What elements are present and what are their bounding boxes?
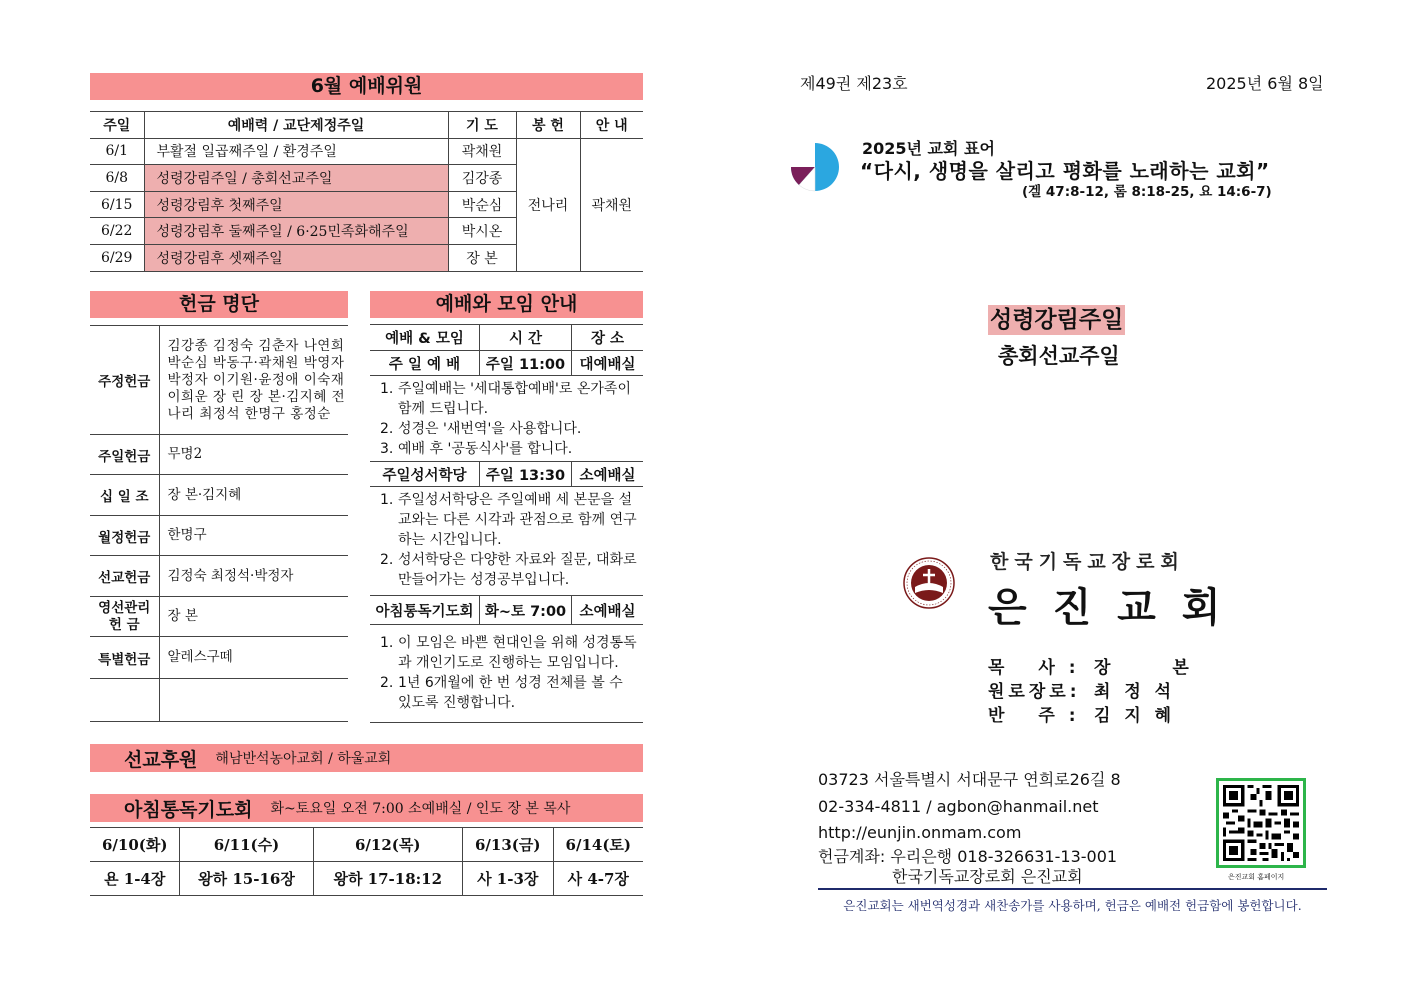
account-line: [818, 847, 1121, 867]
issue-date: 2025년 6월 8일: [1206, 74, 1324, 93]
table-row: [90, 597, 348, 637]
motto-text: “다시, 생명을 살리고 평화를 노래하는 교회”: [860, 159, 1270, 183]
guide-section-name: 주 일 예 배: [370, 351, 480, 375]
morning-title: 아침통독기도회: [124, 798, 253, 821]
offering-key: 주일헌금: [90, 435, 159, 475]
table-row: [90, 862, 643, 896]
offering-empty: [159, 679, 348, 722]
church-name: 은 진 교 회: [988, 585, 1227, 631]
offering-value: 장 본·김지혜: [159, 475, 348, 516]
guide-header-time: 시 간: [480, 325, 572, 350]
guide-section-place: 소예배실: [579, 467, 636, 484]
guide-section-time: 주일 13:30: [480, 462, 572, 486]
guide-note: 1년 6개월에 한 번 성경 전체를 볼 수 있도록 진행합니다.: [398, 675, 623, 711]
header-guide: 안 내: [580, 112, 643, 139]
guide-note: 성경은 '새번역'을 사용합니다.: [398, 421, 582, 437]
staff-role: 원로장로:: [988, 682, 1081, 702]
contact-block: [818, 767, 1121, 887]
staff-name: 장 본: [1094, 658, 1217, 678]
table-row: [90, 516, 348, 556]
qr-code-icon: [1223, 785, 1299, 861]
guide-note: 예배 후 '공동식사'를 합니다.: [398, 441, 573, 457]
guide-section-time: 화~토 7:00: [480, 596, 572, 624]
header-offering: 봉 헌: [516, 112, 580, 139]
table-row: [90, 556, 348, 597]
guide-section-row: [370, 461, 643, 487]
morning-reading: 사 1-3장: [462, 862, 553, 896]
guide-section-name: 주일성서학당: [370, 462, 480, 486]
morning-reading: 욘 1-4장: [90, 862, 180, 896]
row-liturgy: 성령강림후 둘째주일 / 6·25민족화해주일: [144, 218, 448, 245]
offering-title: 헌금 명단: [90, 291, 348, 318]
row-liturgy: 성령강림후 첫째주일: [144, 191, 448, 218]
offering-empty: [90, 679, 159, 722]
motto-reference: (겔 47:8-12, 롬 8:18-25, 요 14:6-7): [1022, 184, 1272, 200]
qr-code[interactable]: [1216, 778, 1306, 868]
row-date: 6/8: [90, 165, 144, 192]
offering-value: 장 본: [159, 597, 348, 637]
motto-logo-icon: [790, 142, 840, 192]
row-prayer: 장 본: [448, 244, 516, 271]
guide-header-name: 예배 & 모임: [370, 325, 480, 350]
row-date: 6/22: [90, 218, 144, 245]
mission-title: 선교후원: [124, 748, 198, 771]
header-liturgy: 예배력 / 교단제정주일: [144, 112, 448, 139]
volume-number: 제49권 제23호: [800, 74, 908, 93]
morning-reading: 사 4-7장: [553, 862, 643, 896]
guide-header-row: [370, 324, 643, 350]
worship-committee-table: [90, 111, 643, 272]
morning-day: 6/11(수): [180, 828, 313, 862]
website-link[interactable]: http://eunjin.onmam.com: [818, 823, 1022, 842]
morning-day: 6/14(토): [553, 828, 643, 862]
offering-key: 십 일 조: [90, 475, 159, 516]
mission-text: 해남반석농아교회 / 하울교회: [215, 751, 392, 767]
account-holder: 한국기독교장로회 은진교회: [892, 866, 1083, 886]
table-row: [90, 138, 643, 165]
account-number: 우리은행 018-326631-13-001: [890, 846, 1118, 866]
guide-person: 곽채원: [580, 138, 643, 271]
morning-reading: 왕하 15-16장: [180, 862, 313, 896]
row-liturgy: 부활절 일곱째주일 / 환경주일: [144, 138, 448, 165]
guide-section-name: 아침통독기도회: [370, 596, 480, 624]
table-row: [90, 326, 348, 435]
guide-notes: 1. 주일성서학당은 주일예배 세 본문을 설교와는 다른 시각과 관점으로 함께 연구하는 시간입니다. 2. 성서학당은 다양한 자료와 질문, 대화로 만들어가는 성경공부입니다.: [380, 492, 637, 588]
footer-note: 은진교회는 새번역성경과 새찬송가를 사용하며, 헌금은 예배전 헌금함에 봉헌합니다.: [843, 898, 1302, 913]
morning-text: 화~토요일 오전 7:00 소예배실 / 인도 장 본 목사: [270, 801, 571, 817]
guide-note: 주일성서학당은 주일예배 세 본문을 설교와는 다른 시각과 관점으로 함께 연구하는 시간입니다.: [398, 492, 637, 548]
motto-label: 2025년 교회 표어: [862, 139, 995, 158]
phone-email: 02-334-4811 / agbon@hanmail.net: [818, 796, 1099, 816]
address: 03723 서울특별시 서대문구 연희로26길 8: [818, 770, 1121, 789]
staff-role: 목 사:: [988, 658, 1090, 678]
staff-role: 반 주:: [988, 706, 1090, 726]
row-date: 6/29: [90, 244, 144, 271]
guide-notes: 1. 이 모임은 바쁜 현대인을 위해 성경통독과 개인기도로 진행하는 모임입니다. 2. 1년 6개월에 한 번 성경 전체를 볼 수 있도록 진행합니다.: [370, 625, 643, 723]
row-prayer: 김강종: [448, 165, 516, 192]
sunday-title: 성령강림주일: [990, 307, 1124, 333]
guide-note: 주일예배는 '세대통합예배'로 온가족이 함께 드립니다.: [398, 381, 631, 417]
footer-divider: [818, 888, 1327, 890]
row-date: 6/1: [90, 138, 144, 165]
row-liturgy: 성령강림후 셋째주일: [144, 244, 448, 271]
qr-caption: 은진교회 홈페이지: [1228, 873, 1285, 881]
guide-title: 예배와 모임 안내: [370, 291, 643, 318]
header-date: 주일: [90, 112, 144, 139]
header-prayer: 기 도: [448, 112, 516, 139]
church-seal-icon: [903, 557, 955, 609]
row-prayer: 곽채원: [448, 138, 516, 165]
table-row: [90, 679, 348, 722]
offering-value: 무명2: [159, 435, 348, 475]
staff-row: [988, 704, 1217, 728]
staff-name: 최 정 석: [1094, 682, 1176, 702]
staff-name: 김 지 혜: [1094, 706, 1176, 726]
guide-section-place: 대예배실: [579, 356, 636, 373]
offering-person: 전나리: [516, 138, 580, 271]
offering-key: 영선관리 헌 금: [90, 597, 159, 637]
account-label: 헌금계좌:: [818, 846, 886, 866]
offering-value: 한명구: [159, 516, 348, 556]
guide-note: 성서학당은 다양한 자료와 질문, 대화로 만들어가는 성경공부입니다.: [398, 552, 637, 588]
table-row: [90, 637, 348, 679]
mission-bar: [90, 744, 643, 772]
guide-header-place: 장 소: [590, 331, 625, 347]
guide-note: 이 모임은 바쁜 현대인을 위해 성경통독과 개인기도로 진행하는 모임입니다.: [398, 635, 637, 671]
morning-reading: 왕하 17-18:12: [313, 862, 462, 896]
row-liturgy: 성령강림주일 / 총회선교주일: [144, 165, 448, 192]
staff-list: [988, 656, 1217, 728]
offering-key: 월정헌금: [90, 516, 159, 556]
row-prayer: 박순심: [448, 191, 516, 218]
sunday-subtitle: 총회선교주일: [998, 344, 1120, 368]
offering-key: 특별헌금: [90, 637, 159, 679]
morning-day: 6/12(목): [313, 828, 462, 862]
table-row: [90, 435, 348, 475]
denomination-name: 한국기독교장로회: [990, 551, 1185, 573]
offering-value: 알레스구떼: [159, 637, 348, 679]
morning-reading-table: [90, 827, 643, 896]
table-row: [90, 475, 348, 516]
offering-value: 김강종 김정숙 김춘자 나연희 박순심 박동구·곽채원 박영자 박정자 이기원·윤정애 이숙재 이희운 장 린 장 본·김지혜 전나리 최정석 한명구 홍정순: [159, 326, 348, 435]
worship-title: 6월 예배위원: [90, 73, 643, 100]
morning-bar: [90, 794, 643, 822]
staff-row: [988, 680, 1217, 704]
offering-table: [90, 325, 348, 722]
guide-section-time: 주일 11:00: [480, 351, 572, 375]
guide-notes: 1. 주일예배는 '세대통합예배'로 온가족이 함께 드립니다. 2. 성경은 '새번역'을 사용합니다. 3. 예배 후 '공동식사'를 합니다.: [370, 376, 643, 461]
staff-row: [988, 656, 1217, 680]
morning-day: 6/13(금): [462, 828, 553, 862]
offering-key: 선교헌금: [90, 556, 159, 597]
offering-key: 주정헌금: [90, 326, 159, 435]
row-date: 6/15: [90, 191, 144, 218]
guide-section-row: [370, 595, 643, 625]
guide-section-place: 소예배실: [579, 603, 636, 620]
service-guide: [370, 324, 643, 723]
row-prayer: 박시온: [448, 218, 516, 245]
guide-section-row: [370, 350, 643, 376]
morning-day: 6/10(화): [90, 828, 180, 862]
table-row: [90, 828, 643, 862]
offering-value: 김정숙 최정석·박정자: [159, 556, 348, 597]
